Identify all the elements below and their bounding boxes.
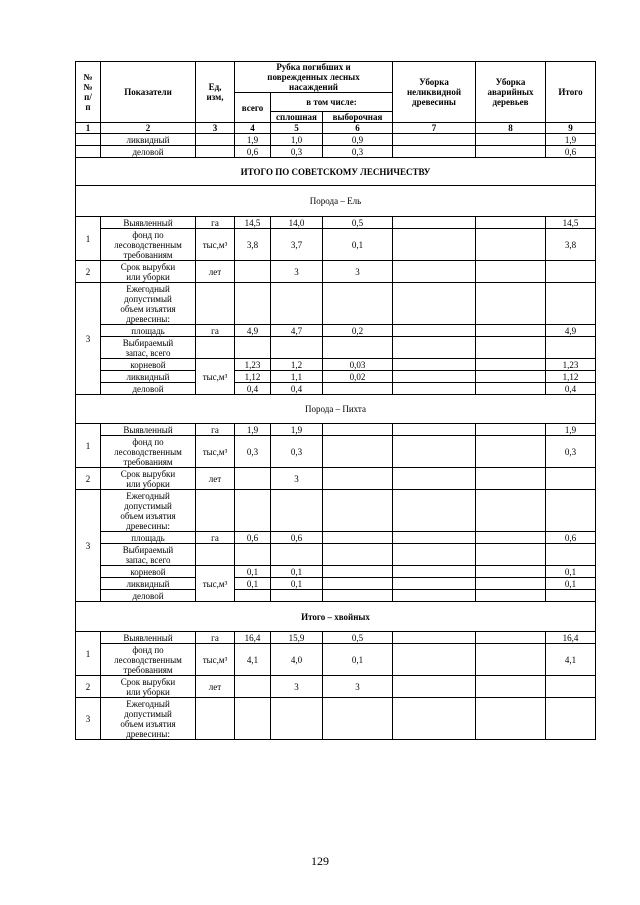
section-row [76, 602, 596, 632]
table-cell [235, 544, 271, 566]
row-number: 2 [76, 468, 101, 490]
table-row [76, 146, 596, 158]
table-cell [235, 283, 271, 325]
table-cell [476, 566, 546, 578]
table-cell: лет [196, 261, 235, 283]
header-unit: Ед, изм, [196, 62, 235, 123]
table-cell: 0,4 [271, 383, 323, 395]
table-cell: га [196, 424, 235, 436]
table-cell: 16,4 [235, 632, 271, 644]
table-cell: 14,5 [235, 217, 271, 229]
table-cell: 4,9 [546, 325, 596, 337]
section-row [76, 395, 596, 424]
table-cell [546, 490, 596, 532]
table-cell: 0,4 [235, 383, 271, 395]
table-row [76, 134, 596, 146]
table-cell: тыс,м³ [196, 566, 235, 602]
table-cell: 4,1 [235, 644, 271, 676]
table-cell [393, 261, 476, 283]
table-cell: га [196, 217, 235, 229]
table-cell [393, 590, 476, 602]
colnum: 8 [476, 123, 546, 134]
table-cell [196, 698, 235, 740]
table-row [76, 590, 596, 602]
header-total: Итого [546, 62, 596, 123]
section-title: Порода – Пихта [76, 395, 596, 424]
table-cell [323, 283, 393, 325]
table-cell [235, 468, 271, 490]
table-cell [235, 490, 271, 532]
table-cell: 15,9 [271, 632, 323, 644]
table-cell [393, 371, 476, 383]
data-table [75, 61, 596, 740]
table-cell: 3,8 [235, 229, 271, 261]
table-cell [196, 146, 235, 158]
table-row [76, 544, 596, 566]
table-row [76, 644, 596, 676]
table-row [76, 217, 596, 229]
table-cell [393, 229, 476, 261]
table-cell: 1,9 [546, 134, 596, 146]
table-cell: деловой [101, 590, 196, 602]
table-cell [323, 590, 393, 602]
table-cell: 0,6 [235, 532, 271, 544]
table-cell: тыс,м³ [196, 229, 235, 261]
table-cell [271, 490, 323, 532]
table-row [76, 261, 596, 283]
table-row [76, 229, 596, 261]
table-cell [393, 698, 476, 740]
table-cell: 4,7 [271, 325, 323, 337]
table-cell: 0,1 [271, 578, 323, 590]
table-cell [393, 544, 476, 566]
table-cell: 3 [271, 261, 323, 283]
table-cell: фонд по лесоводственным требованиям [101, 644, 196, 676]
table-cell [196, 134, 235, 146]
table-cell: 3 [323, 261, 393, 283]
table-cell: га [196, 532, 235, 544]
colnum: 5 [271, 123, 323, 134]
row-number: 3 [76, 490, 101, 602]
table-cell [546, 337, 596, 359]
table-cell [393, 146, 476, 158]
table-cell [393, 337, 476, 359]
table-cell: 1,12 [546, 371, 596, 383]
table-cell: 16,4 [546, 632, 596, 644]
table-cell [323, 424, 393, 436]
table-cell [271, 698, 323, 740]
table-cell [196, 283, 235, 325]
table-cell [476, 383, 546, 395]
table-cell: 0,6 [546, 146, 596, 158]
table-cell [393, 217, 476, 229]
table-row [76, 424, 596, 436]
table-cell [235, 698, 271, 740]
table-cell: 1,2 [271, 359, 323, 371]
table-cell [196, 490, 235, 532]
table-cell [76, 146, 101, 158]
table-cell: тыс,м³ [196, 359, 235, 395]
table-cell [476, 337, 546, 359]
table-cell [323, 468, 393, 490]
table-row [76, 436, 596, 468]
row-number: 2 [76, 676, 101, 698]
colnum: 6 [323, 123, 393, 134]
table-cell: 0,3 [546, 436, 596, 468]
table-cell: 0,1 [235, 566, 271, 578]
table-cell: 0,1 [235, 578, 271, 590]
table-cell [546, 698, 596, 740]
table-cell: 4,9 [235, 325, 271, 337]
table-cell: ликвидный [101, 578, 196, 590]
table-cell: 0,2 [323, 325, 393, 337]
table-cell [476, 544, 546, 566]
table-cell [476, 325, 546, 337]
table-cell: 0,1 [271, 566, 323, 578]
table-cell: фонд по лесоводственным требованиям [101, 229, 196, 261]
table-row [76, 676, 596, 698]
table-cell [393, 566, 476, 578]
table-row [76, 566, 596, 578]
table-cell [393, 632, 476, 644]
table-cell: 4,0 [271, 644, 323, 676]
section-title: Итого – хвойных [76, 602, 596, 632]
table-cell [476, 676, 546, 698]
table-row [76, 490, 596, 532]
table-cell: 0,1 [546, 566, 596, 578]
table-row [76, 371, 596, 383]
table-cell: 1,23 [235, 359, 271, 371]
table-cell [476, 698, 546, 740]
table-cell [196, 544, 235, 566]
table-cell [393, 644, 476, 676]
table-cell: Ежегодный допустимый объем изъятия древесины: [101, 698, 196, 740]
table-cell: 3 [323, 676, 393, 698]
table-cell [323, 578, 393, 590]
section-title: Порода – Ель [76, 186, 596, 217]
table-cell: 0,3 [235, 436, 271, 468]
table-cell [476, 578, 546, 590]
table-cell: 14,0 [271, 217, 323, 229]
table-cell: га [196, 325, 235, 337]
table-cell [235, 337, 271, 359]
table-cell [393, 532, 476, 544]
table-cell [323, 436, 393, 468]
table-cell: лет [196, 468, 235, 490]
table-cell [476, 644, 546, 676]
section-row [76, 158, 596, 186]
table-cell [323, 698, 393, 740]
table-cell [393, 490, 476, 532]
table-cell [393, 359, 476, 371]
row-number: 2 [76, 261, 101, 283]
table-cell: корневой [101, 566, 196, 578]
table-cell: Выявленный [101, 217, 196, 229]
table-cell [235, 676, 271, 698]
colnum: 4 [235, 123, 271, 134]
header-felling: Рубка погибших и поврежденных лесных насаждений [235, 62, 393, 93]
header-indicators: Показатели [101, 62, 196, 123]
table-cell: 0,1 [323, 644, 393, 676]
table-cell [235, 590, 271, 602]
table-cell [393, 578, 476, 590]
table-cell [546, 283, 596, 325]
table-cell [393, 436, 476, 468]
table-cell: 0,9 [323, 134, 393, 146]
colnum: 7 [393, 123, 476, 134]
table-cell: 1,9 [235, 424, 271, 436]
table-cell [393, 676, 476, 698]
table-cell: 0,3 [271, 436, 323, 468]
table-header [76, 62, 596, 134]
table-cell: Ежегодный допустимый объем изъятия древесины: [101, 283, 196, 325]
table-cell: 1,9 [271, 424, 323, 436]
section-row [76, 186, 596, 217]
table-cell [546, 590, 596, 602]
column-numbers-row [76, 123, 596, 134]
table-cell [271, 283, 323, 325]
table-cell [476, 436, 546, 468]
table-cell: 0,1 [546, 578, 596, 590]
header-clear: сплошная [271, 112, 323, 123]
table-cell [476, 468, 546, 490]
table-cell: фонд по лесоводственным требованиям [101, 436, 196, 468]
table-row [76, 468, 596, 490]
table-cell: 3,7 [271, 229, 323, 261]
table-cell: 0,6 [235, 146, 271, 158]
table-cell: Срок вырубки или уборки [101, 261, 196, 283]
table-cell [323, 337, 393, 359]
table-cell: Срок вырубки или уборки [101, 676, 196, 698]
table-cell [546, 261, 596, 283]
table-row [76, 632, 596, 644]
table-cell: Выбираемый запас, всего [101, 337, 196, 359]
table-cell: 1,1 [271, 371, 323, 383]
table-cell [393, 325, 476, 337]
table-cell: 1,12 [235, 371, 271, 383]
table-cell: корневой [101, 359, 196, 371]
table-cell: Срок вырубки или уборки [101, 468, 196, 490]
table-row [76, 578, 596, 590]
table-cell [323, 566, 393, 578]
table-cell [476, 146, 546, 158]
table-cell: Выявленный [101, 424, 196, 436]
table-cell: 0,6 [271, 532, 323, 544]
table-cell [393, 134, 476, 146]
table-cell [546, 676, 596, 698]
table-cell: 0,3 [323, 146, 393, 158]
header-emergency: Уборка аварийных деревьев [476, 62, 546, 123]
header-total-all: всего [235, 93, 271, 123]
table-cell: 3 [271, 468, 323, 490]
colnum: 1 [76, 123, 101, 134]
table-cell: площадь [101, 532, 196, 544]
table-cell: Выбираемый запас, всего [101, 544, 196, 566]
header-num: № № п/ п [76, 62, 101, 123]
colnum: 9 [546, 123, 596, 134]
table-cell: деловой [101, 383, 196, 395]
table-cell [235, 261, 271, 283]
row-number: 1 [76, 632, 101, 676]
table-row [76, 283, 596, 325]
table-cell: Выявленный [101, 632, 196, 644]
table-cell [323, 383, 393, 395]
table-body [76, 134, 596, 740]
table-cell [196, 337, 235, 359]
table-cell: 1,0 [271, 134, 323, 146]
page-number: 129 [311, 854, 329, 868]
table-row [76, 359, 596, 371]
table-cell [271, 337, 323, 359]
table-row [76, 698, 596, 740]
table-cell [271, 590, 323, 602]
table-cell [393, 283, 476, 325]
table-cell [476, 490, 546, 532]
table-cell: Ежегодный допустимый объем изъятия древесины: [101, 490, 196, 532]
table-cell [476, 229, 546, 261]
table-cell: 3,8 [546, 229, 596, 261]
table-cell [476, 424, 546, 436]
table-row [76, 337, 596, 359]
header-incl: в том числе: [271, 93, 393, 112]
table-cell: 3 [271, 676, 323, 698]
table-cell [476, 371, 546, 383]
header-illiquid: Уборка неликвидной древесины [393, 62, 476, 123]
table-cell [323, 490, 393, 532]
table-cell: 4,1 [546, 644, 596, 676]
table-cell [546, 468, 596, 490]
colnum: 3 [196, 123, 235, 134]
header-selective: выборочная [323, 112, 393, 123]
table-cell [76, 134, 101, 146]
table-row [76, 325, 596, 337]
table-cell [323, 544, 393, 566]
table-cell: 0,03 [323, 359, 393, 371]
table-cell [323, 532, 393, 544]
table-cell: 14,5 [546, 217, 596, 229]
table-cell: 1,9 [235, 134, 271, 146]
table-cell: ликвидный [101, 134, 196, 146]
table-cell [476, 532, 546, 544]
table-cell [476, 134, 546, 146]
table-cell: 1,23 [546, 359, 596, 371]
table-cell: ликвидный [101, 371, 196, 383]
table-cell [271, 544, 323, 566]
table-cell [476, 217, 546, 229]
table-cell: 0,02 [323, 371, 393, 383]
table-cell [393, 468, 476, 490]
table-cell: 0,5 [323, 632, 393, 644]
table-cell: 1,9 [546, 424, 596, 436]
table-cell [476, 632, 546, 644]
table-cell [546, 544, 596, 566]
table-cell [476, 359, 546, 371]
table-cell: тыс,м³ [196, 644, 235, 676]
table-row [76, 383, 596, 395]
table-cell: 0,3 [271, 146, 323, 158]
table-cell: 0,5 [323, 217, 393, 229]
table-cell [476, 590, 546, 602]
table-cell: деловой [101, 146, 196, 158]
table-cell [393, 424, 476, 436]
table-cell: площадь [101, 325, 196, 337]
table-cell [476, 261, 546, 283]
row-number: 3 [76, 698, 101, 740]
table-cell: тыс,м³ [196, 436, 235, 468]
colnum: 2 [101, 123, 196, 134]
row-number: 3 [76, 283, 101, 395]
table-row [76, 532, 596, 544]
row-number: 1 [76, 424, 101, 468]
table-cell: 0,1 [323, 229, 393, 261]
table-cell: 0,4 [546, 383, 596, 395]
section-title: ИТОГО ПО СОВЕТСКОМУ ЛЕСНИЧЕСТВУ [76, 158, 596, 186]
table-cell [393, 383, 476, 395]
table-cell: 0,6 [546, 532, 596, 544]
row-number: 1 [76, 217, 101, 261]
table-cell: га [196, 632, 235, 644]
table-cell [476, 283, 546, 325]
table-cell: лет [196, 676, 235, 698]
